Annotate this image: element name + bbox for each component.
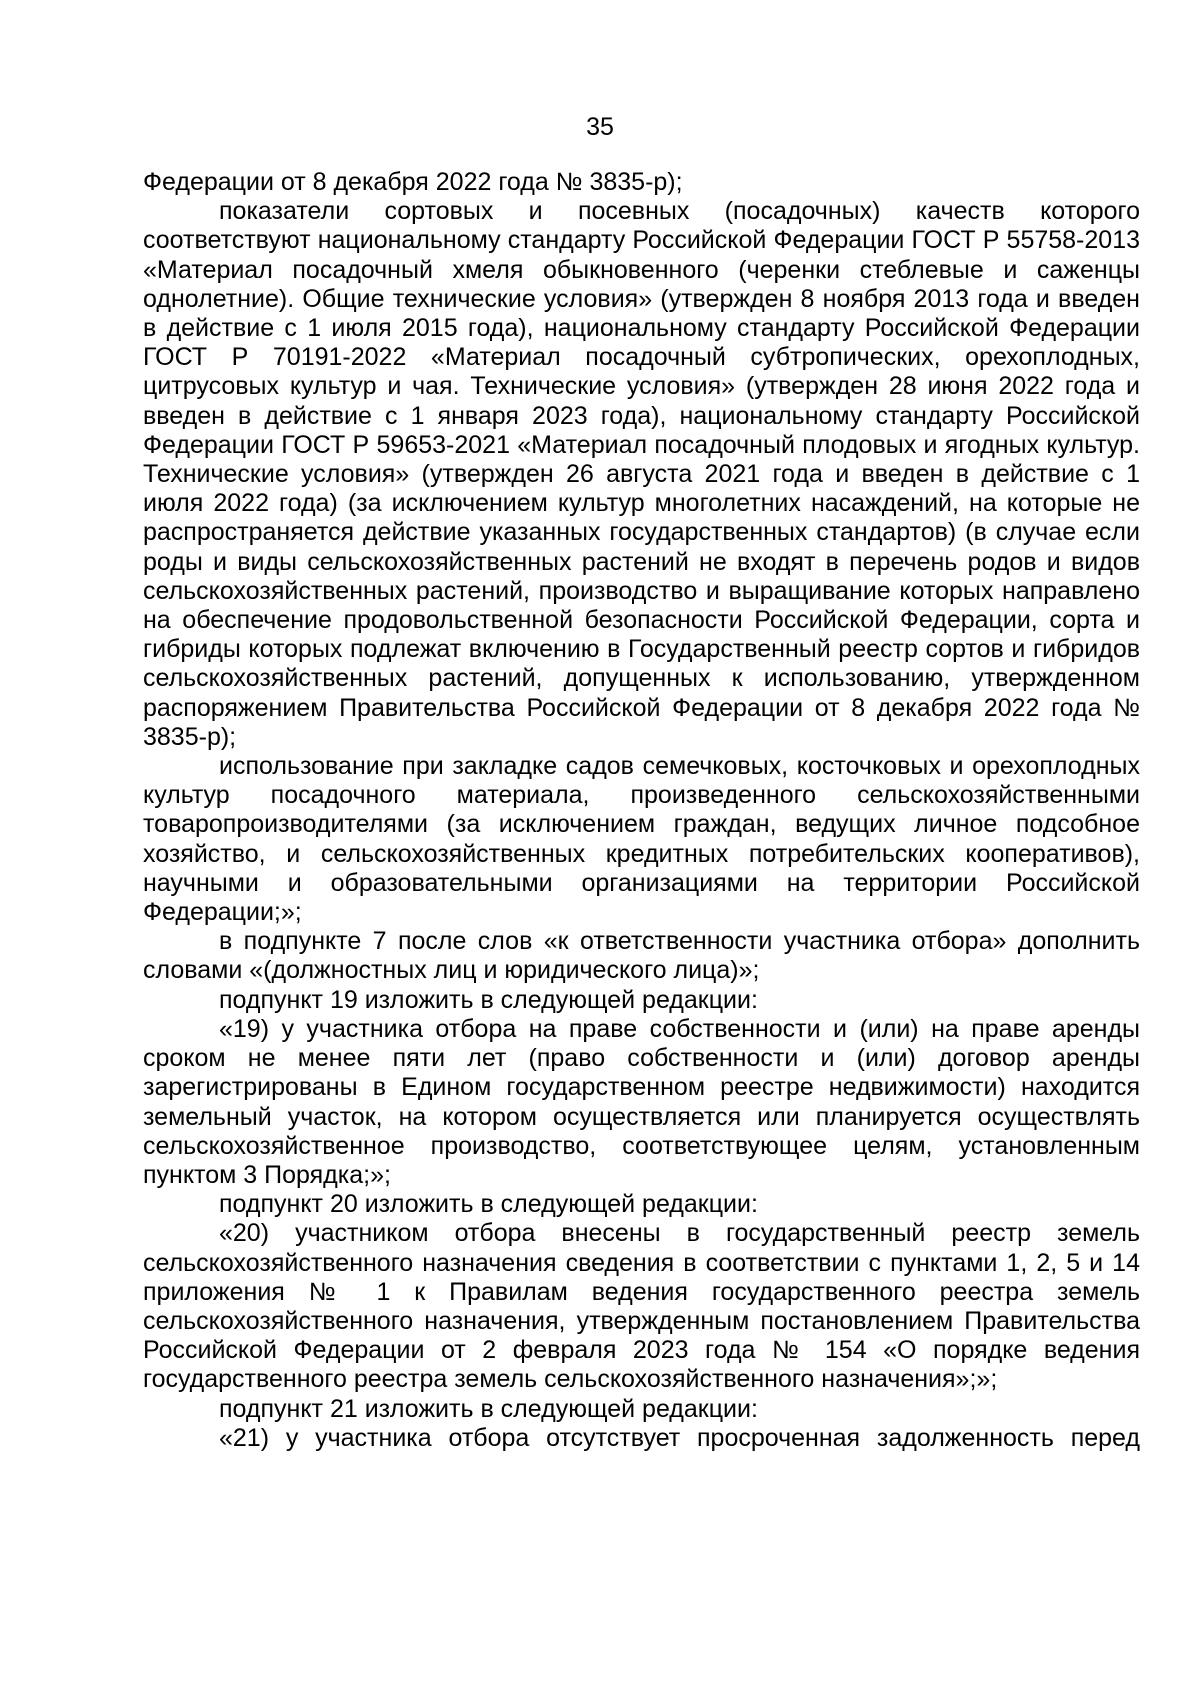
paragraph: «20) участником отбора внесены в государственный реестр земель сельскохозяйственного назначения сведения в соответствии с пунктами 1, 2, 5 и 14 приложения № 1 к Правилам ведения государственного реестра земель сельскохозяйственного назначения, утвержденным постановлением Правительства Российской Федерации от 2 февраля 2023 года № 154 «О порядке ведения государственного реестра земель сельскохозяйственного назначения»;»; [143,1219,1140,1394]
paragraph: «21) у участника отбора отсутствует просроченная задолженность перед [219,1423,1140,1452]
paragraph: подпункт 20 изложить в следующей редакции: [219,1190,758,1219]
page-number: 35 [586,113,614,141]
document-body [143,168,1140,1453]
paragraph: подпункт 19 изложить в следующей редакции: [219,985,758,1014]
paragraph: показатели сортовых и посевных (посадочных) качеств которого соответствуют национальному стандарту Российской Федерации ГОСТ Р 55758-2013 «Материал посадочный хмеля обыкновенного (черенки стеблевые и саженцы однолетние). Общие технические условия» (утвержден 8 ноября 2013 года и введен в действие с 1 июля 2015 года), национальному стандарту Российской Федерации ГОСТ Р 70191-2022 «Материал посадочный субтропических, орехоплодных, цитрусовых культур и чая. Технические условия» (утвержден 28 июня 2022 года и введен в действие с 1 января 2023 года), национальному стандарту Российской Федерации ГОСТ Р 59653-2021 «Материал посадочный плодовых и ягодных культур. Технические условия» (утвержден 26 августа 2021 года и введен в действие с 1 июля 2022 года) (за исключением культур многолетних насаждений, на которые не распространяется действие указанных государственных стандартов) (в случае если роды и виды сельскохозяйственных растений не входят в перечень родов и видов сельскохозяйственных растений, производство и выращивание которых направлено на обеспечение продовольственной безопасности Российской Федерации, сорта и гибриды которых подлежат включению в Государственный реестр сортов и гибридов сельскохозяйственных растений, допущенных к использованию, утвержденном распоряжением Правительства Российской Федерации от 8 декабря 2022 года № 3835-р); [143,197,1140,751]
paragraph: использование при закладке садов семечковых, косточковых и орехоплодных культур посадочного материала, произведенного сельскохозяйственными товаропроизводителями (за исключением граждан, ведущих личное подсобное хозяйство, и сельскохозяйственных кредитных потребительских кооперативов), научными и образовательными организациями на территории Российской Федерации;»; [143,752,1140,927]
paragraph: Федерации от 8 декабря 2022 года № 3835-р); [143,168,683,196]
paragraph: «19) у участника отбора на праве собственности и (или) на праве аренды сроком не менее пяти лет (право собственности и (или) договор аренды зарегистрированы в Едином государственном реестре недвижимости) находится земельный участок, на котором осуществляется или планируется осуществлять сельскохозяйственное производство, соответствующее целям, установленным пунктом 3 Порядка;»; [143,1014,1140,1189]
paragraph: подпункт 21 изложить в следующей редакции: [219,1394,758,1423]
paragraph: в подпункте 7 после слов «к ответственности участника отбора» дополнить словами «(должностных лиц и юридического лица)»; [143,927,1140,985]
